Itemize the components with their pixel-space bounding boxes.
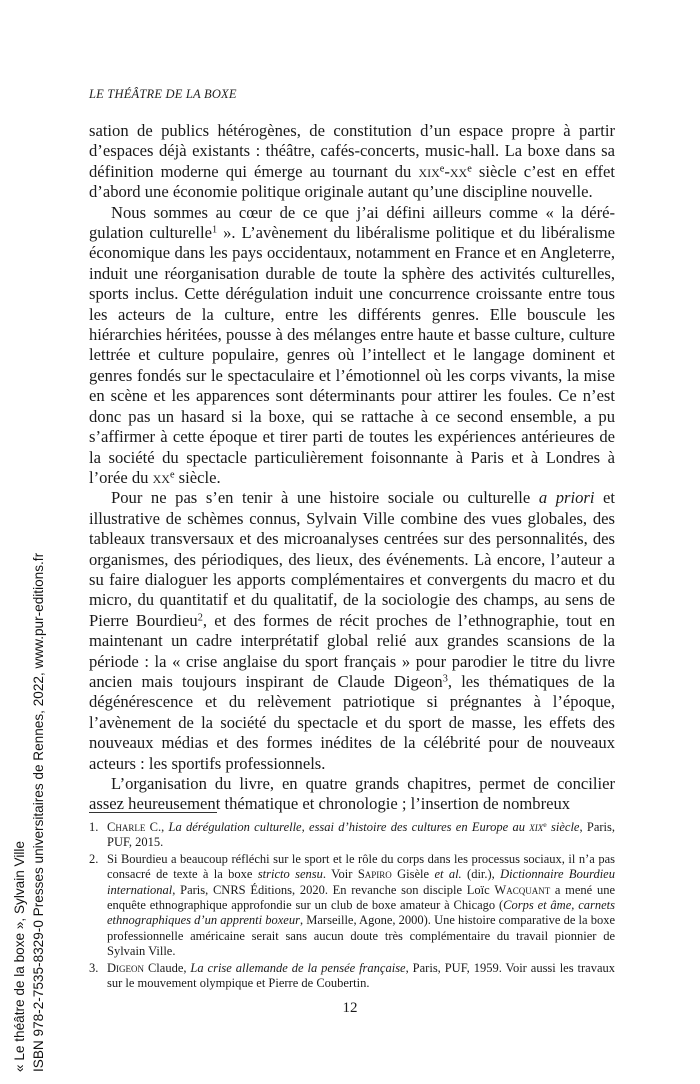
footnote-ref-2[interactable]: 2: [197, 612, 203, 624]
body-text: [89, 121, 615, 815]
paragraph-1: sation de publics hétérogènes, de constitution d’un espace propre à partir d’espaces déjà existants : théâtre, cafés-concerts, music-hall. La boxe dans sa définition moderne qui émerge au tournant du $xix^e-xx^e$ siècle c’est en effet d’abord une économie politique originale autant qu’une discipline nouvelle.: [89, 121, 615, 202]
footnote-divider: [89, 812, 217, 813]
paragraph-2: Nous sommes au cœur de ce que j’ai défini ailleurs comme « la dérégulation culturelle$^1$ ». L’avènement du libéralisme politique et du libéralisme économique dans les pays occidentaux, notamment en France et en Angleterre, induit une réorganisation durable de toute la sphère des activités culturelles, sports inclus. Cette dérégulation induit une concurrence croissante entre tous les acteurs de la culture, entre les différents genres. Elle bouscule les hiérarchies héritées, pousse à des mélanges entre haute et basse culture, culture lettrée et culture populaire, genres où l’intellect et le langage dominent et genres fondés sur le spectaculaire et l’émotionnel où les corps vivants, la mise en scène et les apparences sont déterminants pour attirer les foules. Ce n’est donc pas un hasard si la boxe, qui se rattache à ce second ensemble, a pu s’affirmer à cette époque et tirer parti de toutes les expériences antérieures de la société du spectacle particulièrement foisonnante à Paris et à Londres à l’orée du $xx^e$ siècle.: [89, 202, 615, 487]
running-head: LE THÉÂTRE DE LA BOXE: [89, 87, 237, 101]
footnote-2: 2. Si Bourdieu a beaucoup réfléchi sur le sport et le rôle du corps dans les processus sociaux, il n’a pas consacré de texte à la boxe stricto sensu. Voir Sapiro Gisèle et al. (dir.), Dictionnaire Bourdieu international, Paris, CNRS Éditions, 2020. En revanche son disciple Loïc Wacquant a mené une enquête ethnographique approfondie sur un club de boxe amateur à Chicago (Corps et âme, carnets ethnographiques d’un apprenti boxeur, Marseille, Agone, 2000). Une histoire comparative de la boxe professionnelle américaine serait sans aucun doute très complémentaire du travail pionnier de Sylvain Ville.: [89, 851, 615, 959]
page-number: 12: [342, 1000, 358, 1016]
footnote-1: 1. Charle C., La dérégulation culturelle, essai d’histoire des cultures en Europe au xix$^e$ siècle, Paris, PUF, 2015.: [89, 819, 616, 850]
side-credit: [10, 72, 54, 1072]
footnote-ref-3[interactable]: 3: [442, 673, 448, 685]
side-credit-line-1: « Le théâtre de la boxe », Sylvain Ville: [12, 841, 27, 1072]
footnotes: [89, 820, 615, 992]
paragraph-4: L’organisation du livre, en quatre grands chapitres, permet de concilier assez heureusement thématique et chronologie ; l’insertion de nombreux: [89, 774, 615, 814]
footnote-ref-1[interactable]: 1: [212, 224, 218, 236]
paragraph-3: Pour ne pas s’en tenir à une histoire sociale ou culturelle a priori et illustrative de schèmes connus, Sylvain Ville combine des vues globales, des tableaux transversaux et des microanalyses centrées sur des personnalités, des organismes, des périodiques, des lieux, des événements. Là encore, l’auteur a su faire dialoguer les apports complémentaires et convergents du macro et du micro, du quantitatif et du qualitatif, de la sociologie des champs, au sens de Pierre Bourdieu$^2$, et des formes de récit proches de l’ethnographie, tout en maintenant un cadre interprétatif global relié aux grandes scansions de la période : la « crise anglaise du sport français » pour parodier le titre du livre ancien mais toujours inspirant de Claude Digeon$^3$, les thématiques de la dégénérescence et du relèvement patriotique si prégnantes à l’époque, l’avènement de la société du spectacle et du sport de masse, les effets des nouveaux médias et des formes inédites de la célébrité pour de nouveaux acteurs : les sportifs professionnels.: [89, 488, 616, 773]
side-credit-line-2: ISBN 978-2-7535-8329-0 Presses universitaires de Rennes, 2022, www.pur-editions.fr: [31, 552, 46, 1072]
footnote-3: 3. Digeon Claude, La crise allemande de la pensée française, Paris, PUF, 1959. Voir aussi les travaux sur le mouvement olympique et Pierre de Coubertin.: [89, 960, 615, 991]
